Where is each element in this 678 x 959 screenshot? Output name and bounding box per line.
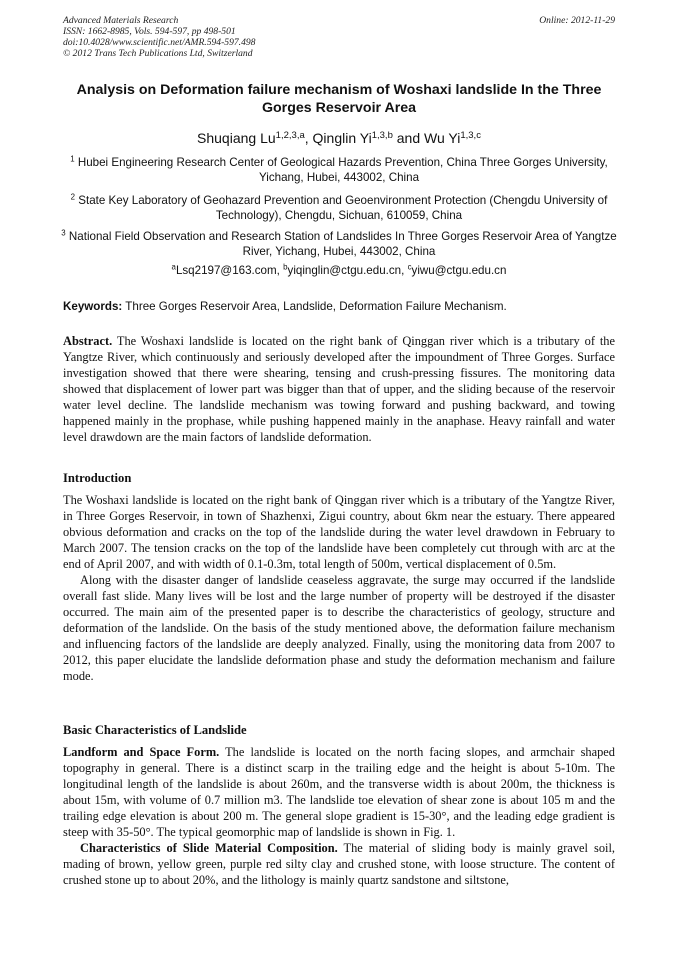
keywords-text: Three Gorges Reservoir Area, Landslide, Deformation Failure Mechanism.	[125, 300, 507, 313]
email-link[interactable]: $^b$yiqinglin@ctgu.edu.cn	[283, 262, 402, 277]
email-link[interactable]: $^c$yiwu@ctgu.edu.cn	[407, 262, 507, 277]
issn-line: ISSN: 1662-8985, Vols. 594-597, pp 498-501	[63, 26, 236, 37]
section-heading-introduction: Introduction	[63, 471, 132, 485]
journal-name: Advanced Materials Research	[63, 15, 179, 26]
author: Shuqiang Lu$^{1,2,3,a}$	[197, 129, 305, 146]
copyright-line: © 2012 Trans Tech Publications Ltd, Switzerland	[63, 48, 253, 59]
online-date: Online: 2012-11-29	[539, 15, 615, 26]
keywords	[63, 299, 615, 314]
subsection-label: Landform and Space Form.	[63, 745, 220, 759]
abstract-text: The Woshaxi landslide is located on the right bank of Qinggan river which is a tributary of the Yangtze River, which continuously and seriously developed after the impoundment of Three Gorges. Surface investigation showed that there were shearing, tensing and crush-pressing fissures. The monitoring data showed that displacement of lower part was bigger than that of upper, and the sliding because of the reservoir water level decline. The landslide mechanism was towing forward and pushing backward, and towing happened mainly in the prophase, while pushing happened mainly in the anaphase. Heavy rainfall and water level drawdown are the main factors of landslide deformation.	[63, 334, 616, 444]
abstract	[63, 333, 615, 445]
abstract-label: Abstract.	[63, 334, 113, 348]
paragraph: Characteristics of Slide Material Composition. The material of sliding body is mainly gravel soil, mading of brown, yellow green, purple red silty clay and crushed stone, with loose structure. The content of crushed stone up to about 20%, and the lithology is mainly quartz sandstone and siltstone,	[63, 841, 615, 887]
paper-title: Analysis on Deformation failure mechanism of Woshaxi landslide In the Three Gorges Reservoir Area	[76, 82, 602, 116]
paragraph: The Woshaxi landslide is located on the right bank of Qinggan river which is a tributary of the Yangtze River, in Three Gorges Reservoir, in town of Shazhenxi, Zigui country, about 6km near the estuary. There appeared obvious deformation and cracks on the top of the landslide during the water level drawdown in February to March 2007. The tension cracks on the top of the landslide have been completely cut through with arc at the end of April 2007, and with width of 0.1-0.3m, total length of 500m, vertical displacement of 0.5m.	[63, 493, 615, 571]
author: Qinglin Yi$^{1,3,b}$	[312, 129, 393, 146]
affiliation-1: $^1$ Hubei Engineering Research Center of Geological Hazards Prevention, China Three Gorges University, Yichang, Hubei, 443002, China	[70, 154, 608, 184]
journal-header	[63, 15, 615, 59]
basic-characteristics-body	[63, 744, 615, 888]
doi-line: doi:10.4028/www.scientific.net/AMR.594-597.498	[63, 37, 256, 48]
section-heading-basic-characteristics: Basic Characteristics of Landslide	[63, 723, 247, 737]
author: Wu Yi$^{1,3,c}$	[424, 129, 481, 146]
author-list: Shuqiang Lu$^{1,2,3,a}$, Qinglin Yi$^{1,3,b}$ and Wu Yi$^{1,3,c}$	[197, 129, 481, 146]
paragraph: Landform and Space Form. The landslide is located on the north facing slopes, and armchair shaped topography in general. There is a distinct scarp in the trailing edge and the height is about 5-10m. The longitudinal length of the landslide is about 260m, and the transverse width is about 200m, the thickness is about 15m, with volume of 0.7 million m3. The landslide toe elevation of shear zone is about 105 m and the trailing edge elevation is about 200 m. The general slope gradient is 15-30°, and the leading edge gradient is steep with 35-50°. The typical geomorphic map of landslide is shown in Fig. 1.	[63, 745, 615, 839]
author-emails: $^a$Lsq2197@163.com, $^b$yiqinglin@ctgu.edu.cn, $^c$yiwu@ctgu.edu.cn	[171, 262, 507, 277]
introduction-body	[63, 492, 615, 684]
subsection-label: Characteristics of Slide Material Composition.	[80, 841, 338, 855]
affiliation-3: $^3$ National Field Observation and Research Station of Landslides In Three Gorges Reservoir Area of Yangtze River, Yichang, Hubei, 443002, China	[61, 228, 617, 258]
affiliation-2: $^2$ State Key Laboratory of Geohazard Prevention and Geoenvironment Protection (Chengdu University of Technology), Chengdu, Sichuan, 610059, China	[70, 192, 608, 222]
email-link[interactable]: $^a$Lsq2197@163.com	[171, 262, 277, 277]
keywords-label: Keywords:	[63, 300, 123, 313]
paragraph: Along with the disaster danger of landslide ceaseless aggravate, the surge may occurred if the landslide overall fast slide. Many lives will be lost and the large number of property will be destroyed if the disaster occurred. The main aim of the presented paper is to describe the characteristics of geology, structure and deformation of the landslide. On the basis of the study mentioned above, the deformation failure mechanism and influencing factors of the landslide are deeply analyzed. Finally, using the monitoring data from 2007 to 2012, this paper elucidate the landslide deformation phase and study the deformation mechanism and failure mode.	[63, 573, 615, 683]
